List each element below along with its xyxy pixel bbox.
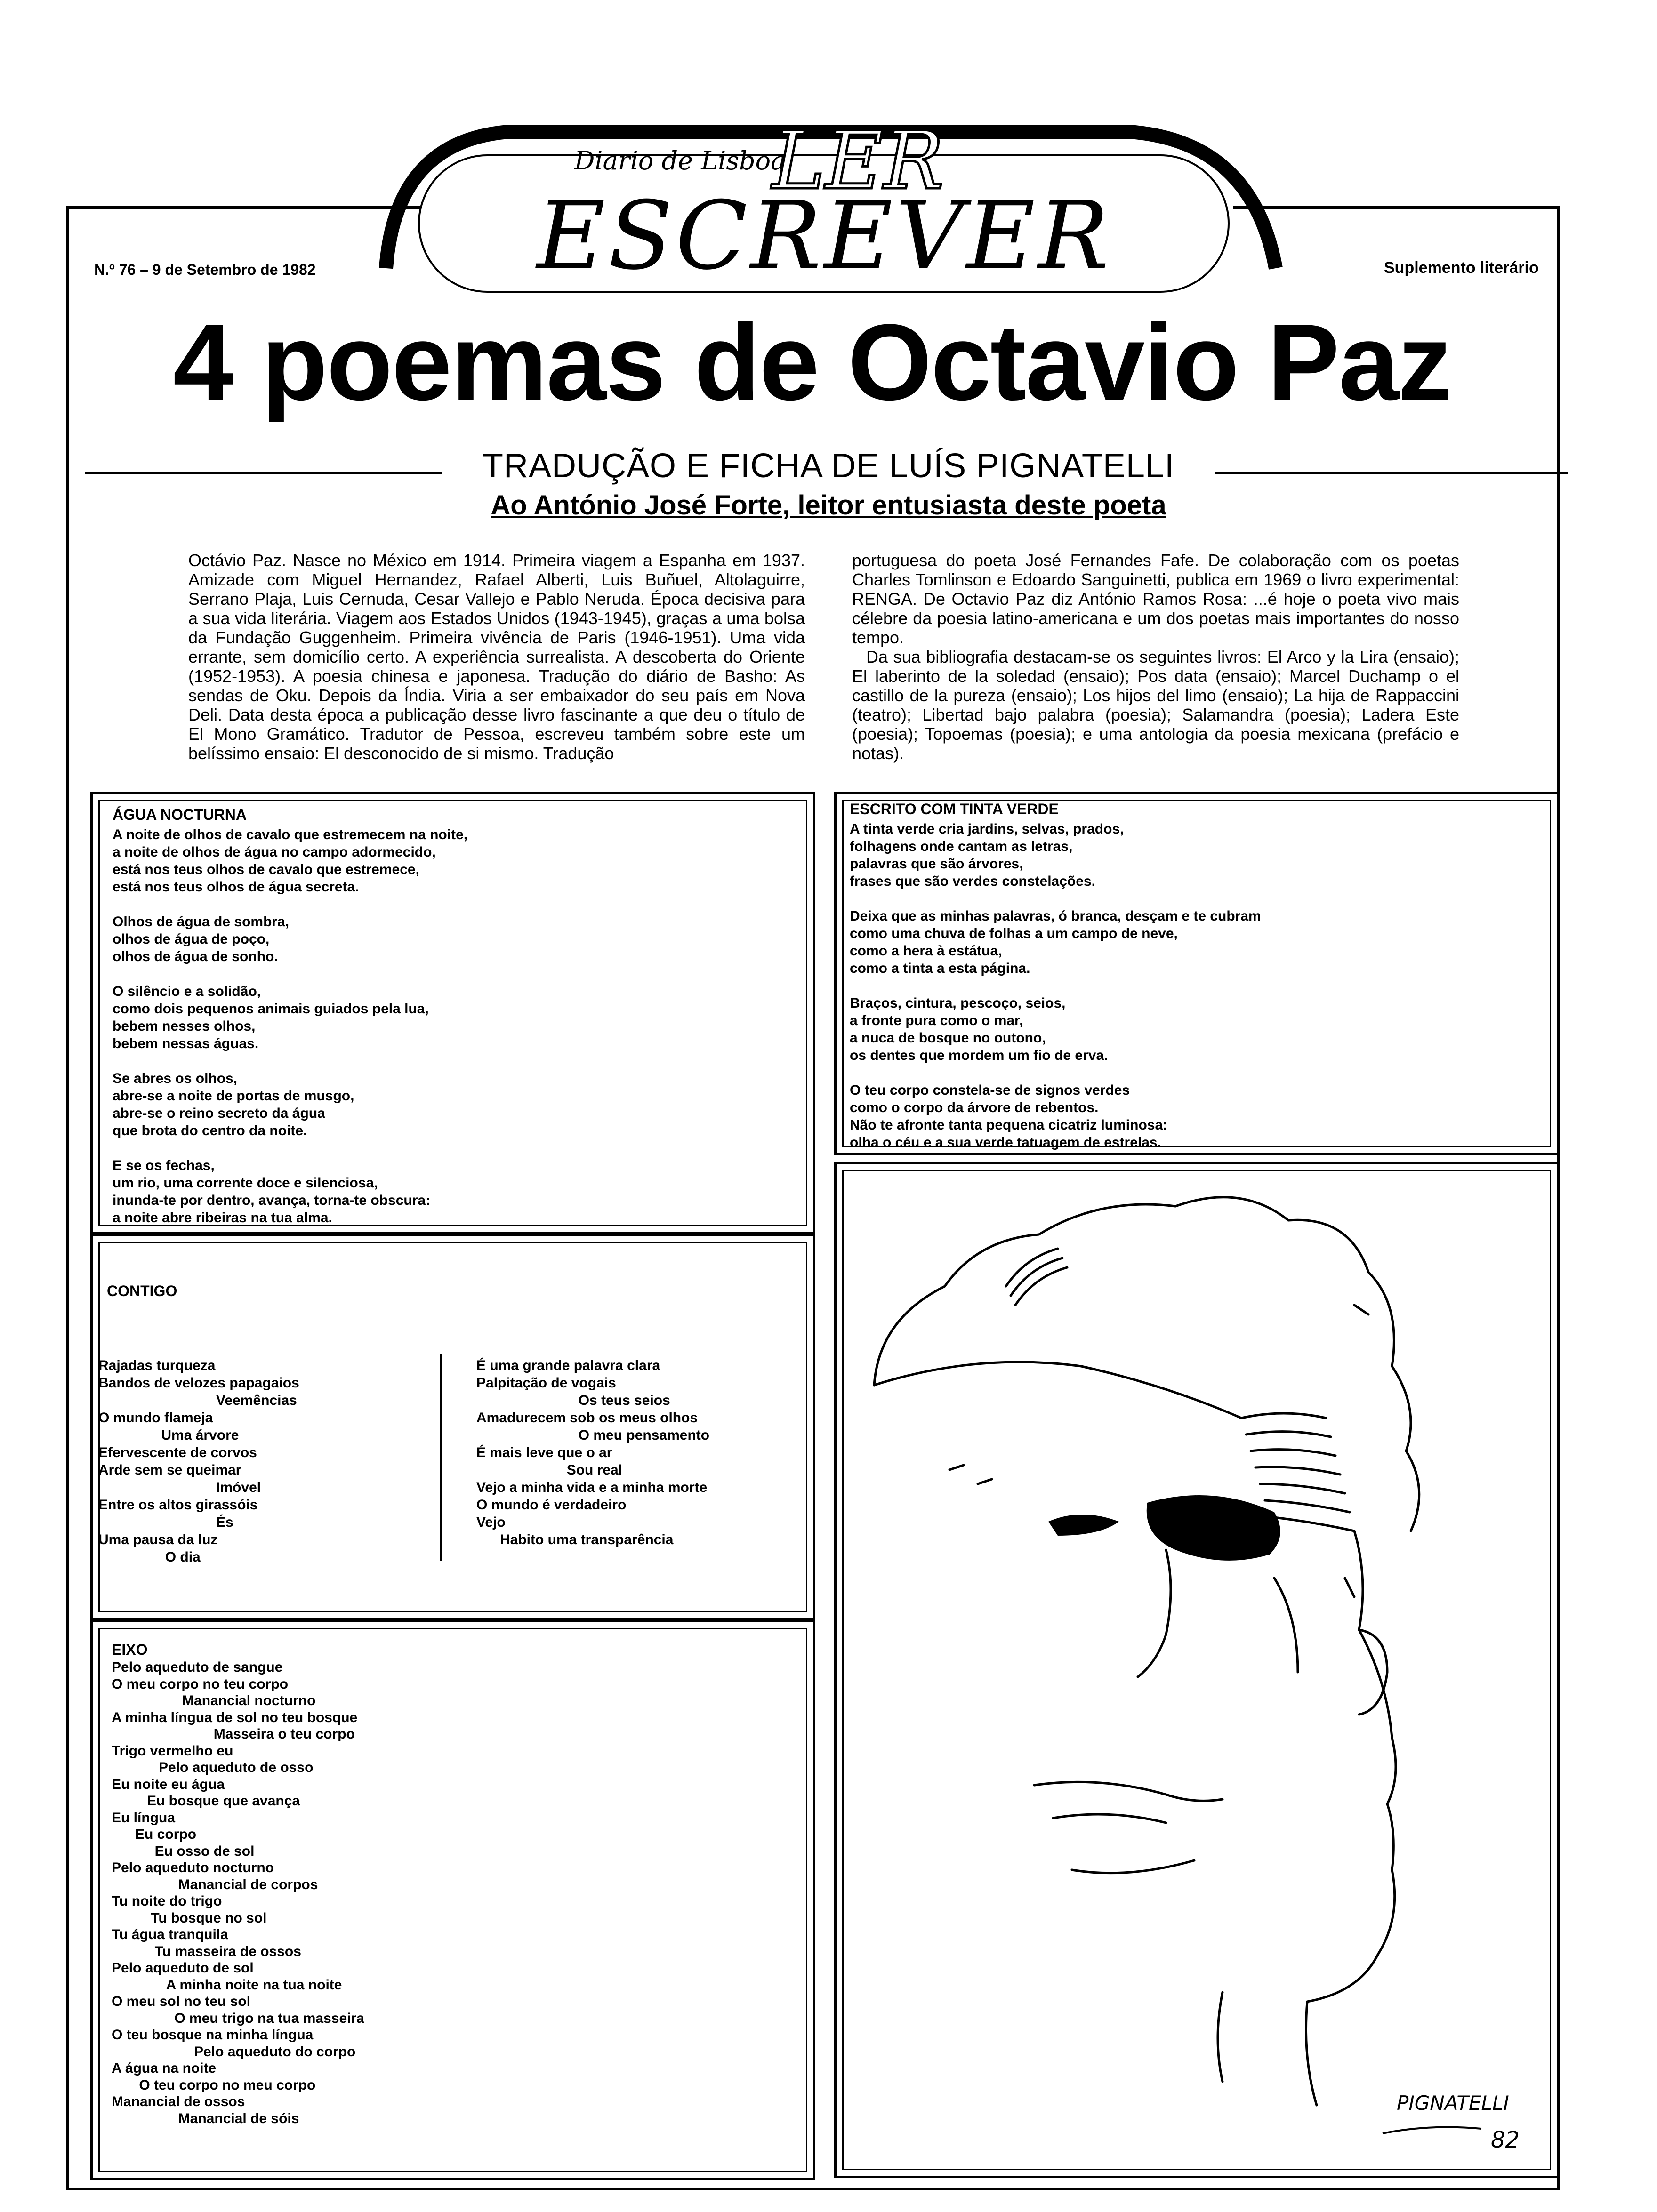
masthead-title-ler: LER [772,114,944,208]
poem-text: A tinta verde cria jardins, selvas, prados, folhagens onde cantam as letras, palavras que são árvores, frases que são verdes constelações. Deixa que as minhas palavras, ó branca, desçam e te cubram como uma chuva de folhas a um campo de neve, como a hera à estátua, como a tinta a esta página. Braços, cintura, pescoço, seios, a fronte pura como o mar, a nuca de bosque no outono, os dentes que mordem um fio de erva. O teu corpo constela-se de signos verdes como o corpo da árvore de rebentos. Não te afronte tanta pequena cicatriz luminosa: olha o céu e a sua verde tatuagem de estrelas. [850,821,1261,1150]
bio-right-paragraph-1: portuguesa do poeta José Fernandes Fafe. De colaboração com os poetas Charles Tomlinson e Edoardo Sanguinetti, publica em 1969 o livro experimental: RENGA. De Octavio Paz diz António Ramos Rosa: ...é hoje o poeta vivo mais célebre da poesia latino-americana e um dos poetas mais importantes do nosso tempo. [852,551,1459,647]
dedication: Ao António José Forte, leitor entusiasta deste poeta [491,490,1166,521]
poem-box-eixo [90,1620,815,2180]
credit-rule-left [85,472,442,474]
column-divider [440,1354,442,1561]
bio-column-left: Octávio Paz. Nasce no México em 1914. Primeira viagem a Espanha em 1937. Amizade com Miguel Hernandez, Rafael Alberti, Luis Buñuel, Altolaguirre, Serrano Plaja, Luis Cernuda, Cesar Vallejo e Pablo Neruda. Época decisiva para a sua vida literária. Viagem aos Estados Unidos (1943-1945), graças a uma bolsa da Fundação Guggenheim. Primeira vivência de Paris (1946-1951). Uma vida errante, sem domicílio certo. A experiência surrealista. A descoberta do Oriente (1952-1953). A poesia chinesa e japonesa. Tradução do diário de Basho: As sendas de Oku. Depois da Índia. Viria a ser embaixador do seu país em Nova Deli. Data desta época a publicação desse livro fascinante a que deu o título de El Mono Gramático. Tradutor de Pessoa, escreveu também sobre este um belíssimo ensaio: El desconocido de si mismo. Tradução [188,551,805,763]
section-label: Suplemento literário [1384,259,1539,277]
page-title: 4 poemas de Octavio Paz [173,302,1451,423]
poem-box-escrito-com-tinta-verde [834,792,1559,1155]
poem-column-left: Rajadas turqueza Bandos de velozes papagaios Veemências O mundo flameja Uma árvore Efervescente de corvos Arde sem se queimar Imóvel Entre os altos girassóis És Uma pausa da luz O dia [98,1358,299,1565]
masthead [330,113,1327,311]
translation-credit: TRADUÇÃO E FICHA DE LUÍS PIGNATELLI [483,447,1174,485]
issue-date: N.º 76 – 9 de Setembro de 1982 [94,261,316,278]
masthead-title-escrever: ESCREVER [537,181,1112,291]
bio-right-paragraph-2: Da sua bibliografia destacam-se os seguintes livros: El Arco y la Lira (ensaio); El laberinto de la soledad (ensaio); Pos data (ensaio); Marcel Duchamp o el castillo de la pureza (ensaio); Los hijos del limo (ensaio); La hija de Rappaccini (teatro); Libertad bajo palabra (poesia); Salamandra (poesia); Ladera Este (poesia); Topoemas (poesia); e uma antologia da poesia mexicana (prefácio e notas). [852,647,1459,763]
bio-column-right [852,551,1459,763]
poem-title: ÁGUA NOCTURNA [113,806,247,823]
poem-title: CONTIGO [107,1282,177,1299]
poem-box-contigo [90,1234,815,1620]
portrait-sketch [837,1164,1557,2176]
masthead-newspaper: Diario de Lisboa [574,146,786,176]
poem-title: ESCRITO COM TINTA VERDE [850,801,1059,817]
portrait-illustration-box [834,1162,1559,2178]
illustrator-signature: PIGNATELLI [1397,2092,1509,2115]
poem-box-agua-nocturna [90,792,815,1234]
credit-rule-right [1215,472,1568,474]
illustration-year: 82 [1491,2127,1520,2153]
poem-title: EIXO [112,1641,148,1658]
poem-column-right: É uma grande palavra clara Palpitação de vogais Os teus seios Amadurecem sob os meus olhos O meu pensamento É mais leve que o ar Sou real Vejo a minha vida e a minha morte O mundo é verdadeiro Vejo Habito uma transparência [476,1358,710,1547]
poem-text: A noite de olhos de cavalo que estremecem na noite, a noite de olhos de água no campo adormecido, está nos teus olhos de cavalo que estremece, está nos teus olhos de água secreta. Olhos de água de sombra, olhos de água de poço, olhos de água de sonho. O silêncio e a solidão, como dois pequenos animais guiados pela lua, bebem nesses olhos, bebem nessas águas. Se abres os olhos, abre-se a noite de portas de musgo, abre-se o reino secreto da água que brota do centro da noite. E se os fechas, um rio, uma corrente doce e silenciosa, inunda-te por dentro, avança, torna-te obscura: a noite abre ribeiras na tua alma. [113,827,468,1226]
poem-text: Pelo aqueduto de sangue O meu corpo no teu corpo Manancial nocturno A minha língua de sol no teu bosque Masseira o teu corpo Trigo vermelho eu Pelo aqueduto de osso Eu noite eu água Eu bosque que avança Eu língua Eu corpo Eu osso de sol Pelo aqueduto nocturno Manancial de corpos Tu noite do trigo Tu bosque no sol Tu água tranquila Tu masseira de ossos Pelo aqueduto de sol A minha noite na tua noite O meu sol no teu sol O meu trigo na tua masseira O teu bosque na minha língua Pelo aqueduto do corpo A água na noite O teu corpo no meu corpo Manancial de ossos Manancial de sóis [112,1659,364,2126]
